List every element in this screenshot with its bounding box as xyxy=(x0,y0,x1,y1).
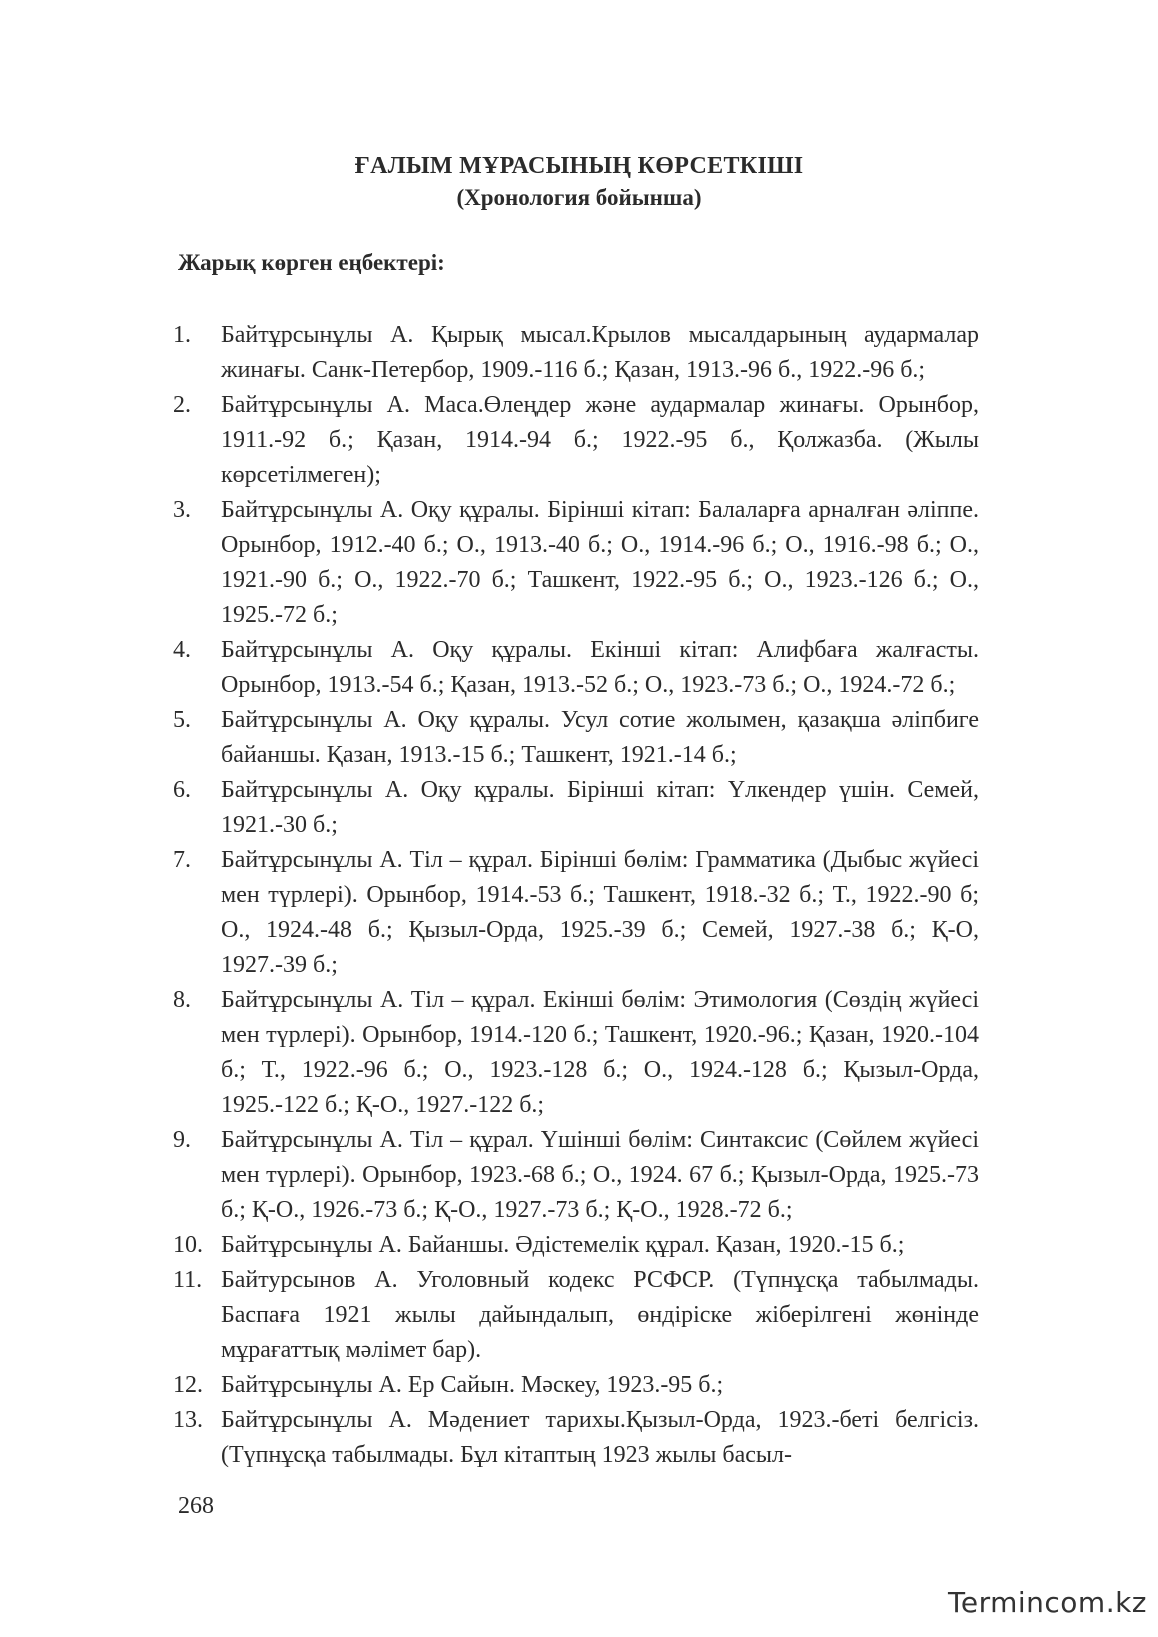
list-item xyxy=(173,1263,979,1368)
entry-text: Байтұрсынұлы А. Тіл – құрал. Бірінші бөлім: Грамматика (Дыбыс жүйесі мен түрлері). Орынбор, 1914.-53 б.; Ташкент, 1918.-32 б.; Т., 1922.-90 б; О., 1924.-48 б.; Қызыл-Орда, 1925.-39 б.; Семей, 1927.-38 б.; Қ-О, 1927.-39 б.; xyxy=(221,847,979,978)
entry-number: 13. xyxy=(173,1407,203,1433)
entry-text: Байтурсынов А. Уголовный кодекс РСФСР. (Түпнұсқа табылмады. Баспаға 1921 жылы дайындалып, өндіріске жіберілгені жөнінде мұрағаттық мәлімет бар). xyxy=(221,1267,979,1363)
list-item xyxy=(173,703,979,773)
entry-number: 11. xyxy=(173,1267,203,1293)
entry-text: Байтұрсынұлы А. Оқу құралы. Бірінші кітап: Балаларға арналған әліппе. Орынбор, 1912.-40 б.; О., 1913.-40 б.; О., 1914.-96 б.; О., 1916.-98 б.; О., 1921.-90 б.; О., 1922.-70 б.; Ташкент, 1922.-95 б.; О., 1923.-126 б.; О., 1925.-72 б.; xyxy=(221,497,979,628)
entry-text: Байтұрсынұлы А. Маса.Өлеңдер және аудармалар жинағы. Орынбор, 1911.-92 б.; Қазан, 1914.-94 б.; 1922.-95 б., Қолжазба. (Жылы көрсетілмеген); xyxy=(221,392,979,488)
page-subtitle: (Хронология бойынша) xyxy=(456,185,702,210)
entry-number: 8. xyxy=(173,987,191,1013)
section-heading: Жарық көрген еңбектері: xyxy=(178,250,445,275)
entry-number: 10. xyxy=(173,1232,203,1258)
entry-text: Байтұрсынұлы А. Оқу құралы. Усул сотие жолымен, қазақша әліпбиге байаншы. Қазан, 1913.-15 б.; Ташкент, 1921.-14 б.; xyxy=(221,707,979,768)
page-title: ҒАЛЫМ МҰРАСЫНЫҢ КӨРСЕТКІШІ xyxy=(354,153,804,179)
entry-text: Байтұрсынұлы А. Қырық мысал.Крылов мысалдарының аудармалар жинағы. Санк-Петербор, 1909.-116 б.; Қазан, 1913.-96 б., 1922.-96 б.; xyxy=(221,322,979,383)
entry-number: 7. xyxy=(173,847,191,873)
list-item xyxy=(173,388,979,493)
list-item xyxy=(173,773,979,843)
list-item xyxy=(173,983,979,1123)
entry-number: 4. xyxy=(173,637,191,663)
entry-text: Байтұрсынұлы А. Байаншы. Әдістемелік құрал. Қазан, 1920.-15 б.; xyxy=(221,1232,905,1258)
entry-number: 1. xyxy=(173,322,191,348)
entry-number: 3. xyxy=(173,497,191,523)
entry-text: Байтұрсынұлы А. Ер Сайын. Мәскеу, 1923.-95 б.; xyxy=(221,1372,724,1398)
list-item xyxy=(173,843,979,983)
list-item xyxy=(173,1228,979,1263)
site-logo: Termincom.kz xyxy=(948,1586,1148,1619)
list-item xyxy=(173,1123,979,1228)
bibliography-list xyxy=(173,318,979,1473)
entry-text: Байтұрсынұлы А. Оқу құралы. Екінші кітап: Алифбаға жалғасты. Орынбор, 1913.-54 б.; Қазан, 1913.-52 б.; О., 1923.-73 б.; О., 1924.-72 б.; xyxy=(221,637,979,698)
entry-text: Байтұрсынұлы А. Тіл – құрал. Үшінші бөлім: Синтаксис (Сөйлем жүйесі мен түрлері). Орынбор, 1923.-68 б.; О., 1924. 67 б.; Қызыл-Орда, 1925.-73 б.; Қ-О., 1926.-73 б.; Қ-О., 1927.-73 б.; Қ-О., 1928.-72 б.; xyxy=(221,1127,979,1223)
entry-number: 2. xyxy=(173,392,191,418)
entry-text: Байтұрсынұлы А. Оқу құралы. Бірінші кітап: Үлкендер үшін. Семей, 1921.-30 б.; xyxy=(221,777,979,838)
list-item xyxy=(173,633,979,703)
list-item xyxy=(173,1403,979,1473)
entry-text: Байтұрсынұлы А. Мәдениет тарихы.Қызыл-Орда, 1923.-беті белгісіз. (Түпнұсқа табылмады. Бұл кітаптың 1923 жылы басыл- xyxy=(221,1407,979,1468)
entry-number: 9. xyxy=(173,1127,191,1153)
entry-number: 6. xyxy=(173,777,191,803)
list-item xyxy=(173,493,979,633)
entry-text: Байтұрсынұлы А. Тіл – құрал. Екінші бөлім: Этимология (Сөздің жүйесі мен түрлері). Орынбор, 1914.-120 б.; Ташкент, 1920.-96.; Қазан, 1920.-104 б.; Т., 1922.-96 б.; О., 1923.-128 б.; О., 1924.-128 б.; Қызыл-Орда, 1925.-122 б.; Қ-О., 1927.-122 б.; xyxy=(221,987,979,1118)
page-number: 268 xyxy=(178,1493,214,1519)
list-item xyxy=(173,1368,979,1403)
entry-number: 12. xyxy=(173,1372,203,1398)
list-item xyxy=(173,318,979,388)
entry-number: 5. xyxy=(173,707,191,733)
